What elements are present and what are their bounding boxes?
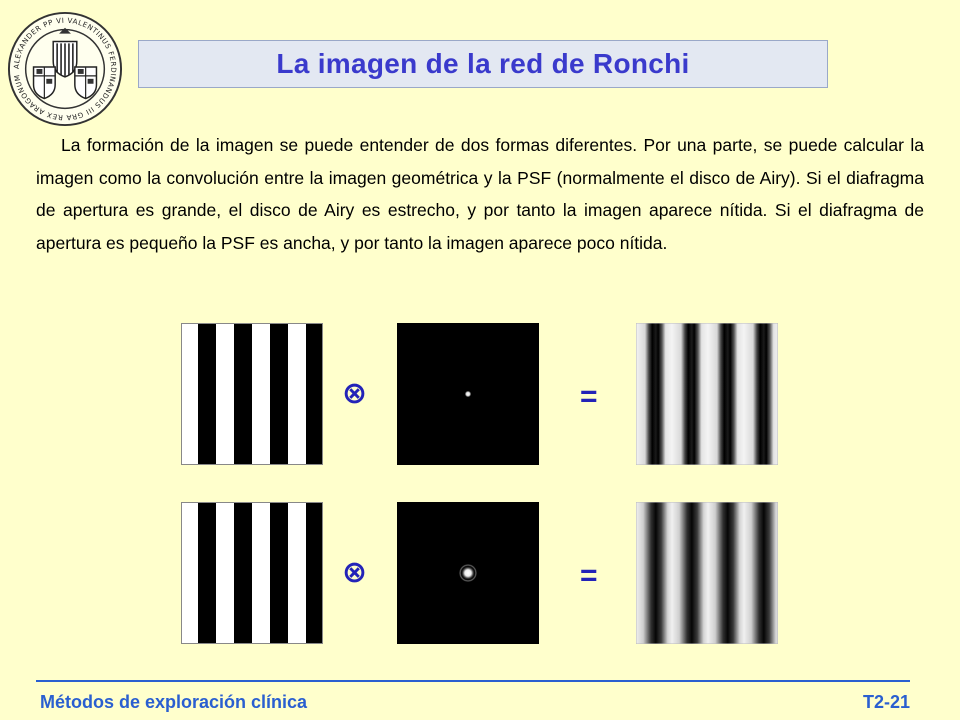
psf-narrow-airy-disk: [397, 323, 539, 465]
convolution-operator: ⊗: [342, 555, 368, 590]
university-seal-logo: [6, 10, 124, 128]
convolution-operator: ⊗: [342, 376, 368, 411]
result-sharp-grating: [636, 323, 778, 465]
svg-text:ALEXANDER PP VI VALENTINUS FER: ALEXANDER PP VI VALENTINUS FERDINANDUS III GRA REX ARAGONUM: [11, 15, 119, 123]
footer-course-title: Métodos de exploración clínica: [40, 692, 308, 712]
title-banner: [138, 40, 828, 88]
result-blurred-grating: [636, 502, 778, 644]
footer-divider: [36, 680, 910, 682]
page-title: La imagen de la red de Ronchi: [276, 48, 690, 79]
explanation-paragraph: La formación de la imagen se puede entender de dos formas diferentes. Por una parte, se puede calcular la imagen como la convolución entre la imagen geométrica y la PSF (normalmente el disco de Airy). Si el diafragma de apertura es grande, el disco de Airy es estrecho, y por tanto la imagen aparece nítida. Si el diafragma de apertura es pequeño la PSF es ancha, y por tanto la imagen aparece poco nítida.: [36, 135, 924, 253]
ronchi-grating-image: [181, 323, 323, 465]
psf-wide-airy-disk: [397, 502, 539, 644]
equals-operator: =: [580, 380, 598, 413]
ronchi-grating-image: [181, 502, 323, 644]
footer-slide-number: T2-21: [862, 692, 910, 712]
equals-operator: =: [580, 559, 598, 592]
